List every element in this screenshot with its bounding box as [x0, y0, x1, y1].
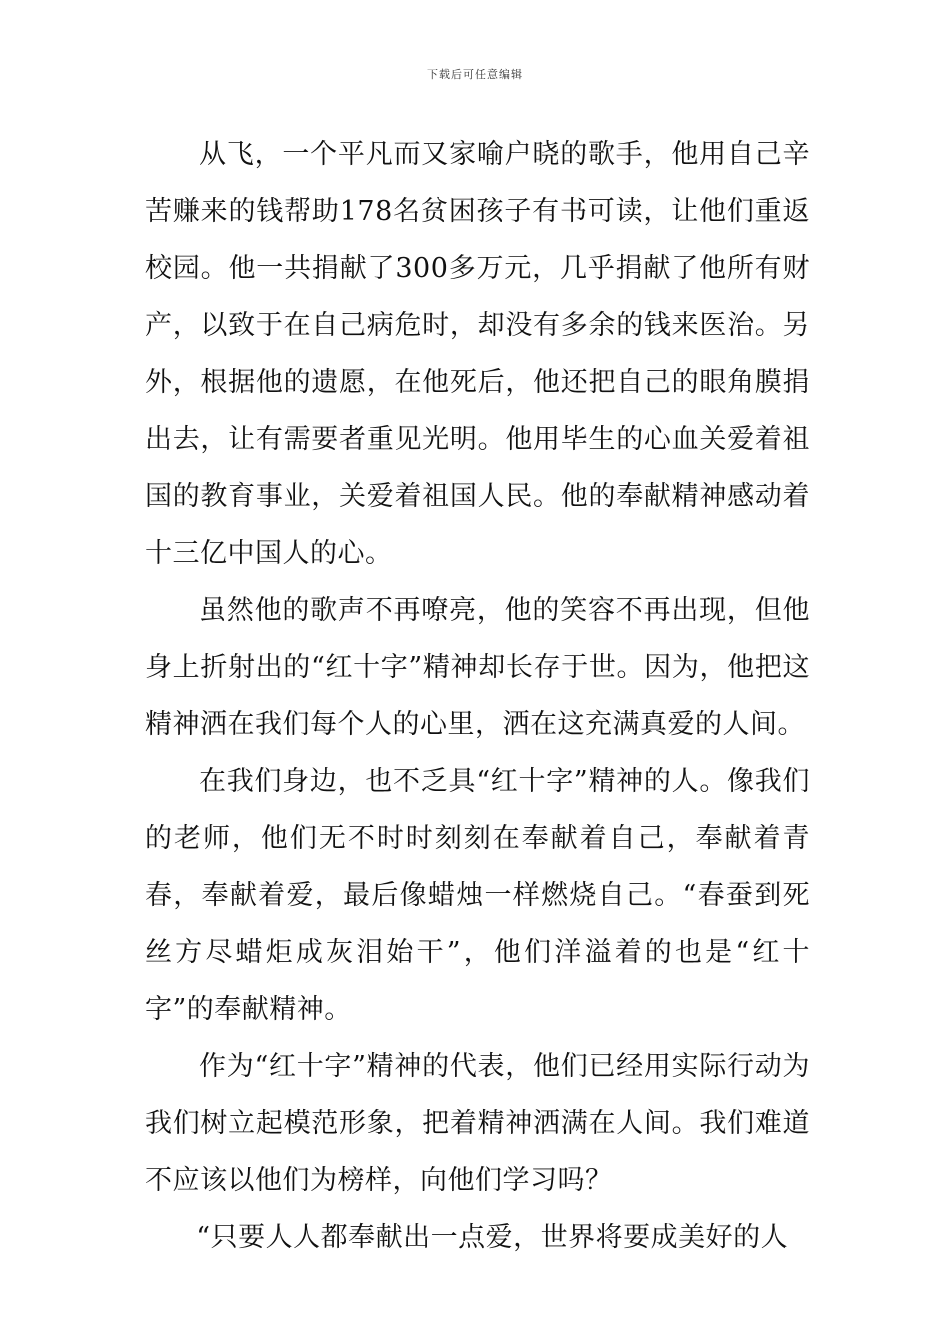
- paragraph: 从飞，一个平凡而又家喻户晓的歌手，他用自己辛苦赚来的钱帮助178名贫困孩子有书可读，让他们重返校园。他一共捐献了300多万元，几乎捐献了他所有财产，以致于在自己病危时，却没有多余的钱来医治。另外，根据他的遗愿，在他死后，他还把自己的眼角膜捐出去，让有需要者重见光明。他用毕生的心血关爱着祖国的教育事业，关爱着祖国人民。他的奉献精神感动着十三亿中国人的心。: [145, 139, 810, 569]
- paragraph: 在我们身边，也不乏具“红十字”精神的人。像我们的老师，他们无不时时刻刻在奉献着自己，奉献着青春，奉献着爱，最后像蜡烛一样燃烧自己。“春蚕到死丝方尽蜡炬成灰泪始干”，他们洋溢着的也是“红十字”的奉献精神。: [145, 766, 810, 1025]
- page-header: 下载后可任意编辑: [427, 68, 523, 81]
- document-body: [145, 126, 810, 1266]
- paragraph: 作为“红十字”精神的代表，他们已经用实际行动为我们树立起模范形象，把着精神洒满在人间。我们难道不应该以他们为榜样，向他们学习吗？: [145, 1051, 810, 1196]
- paragraph: “只要人人都奉献出一点爱，世界将要成美好的人: [196, 1222, 789, 1253]
- paragraph: 虽然他的歌声不再嘹亮，他的笑容不再出现，但他身上折射出的“红十字”精神却长存于世。因为，他把这精神洒在我们每个人的心里，洒在这充满真爱的人间。: [145, 595, 810, 740]
